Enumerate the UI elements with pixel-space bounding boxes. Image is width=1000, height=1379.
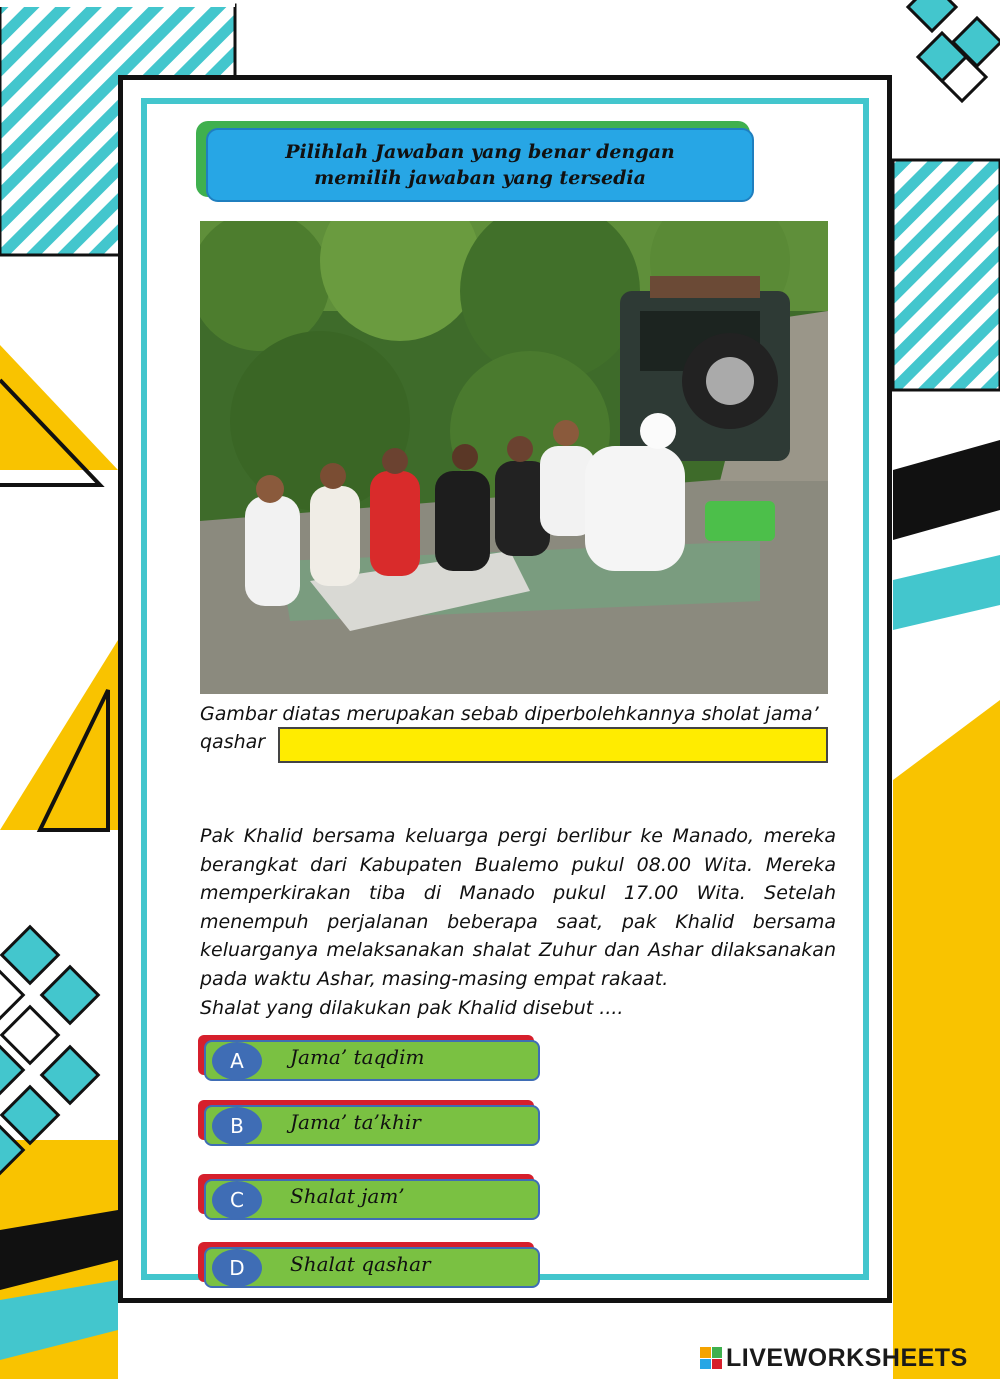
option-a[interactable]	[198, 1035, 542, 1081]
question-2-passage: Pak Khalid bersama keluarga pergi berlibur ke Manado, mereka berangkat dari Kabupaten Bualemo pukul 08.00 Wita. Mereka memperkirakan tiba di Manado pukul 17.00 Wita. Setelah menempuh perjalanan beberapa saat, pak Khalid bersama keluarganya melaksanakan shalat Zuhur dan Ashar dilaksanakan pada waktu Ashar, masing-masing empat rakaat.	[200, 825, 836, 990]
option-a-label: Jama’ taqdim	[290, 1045, 425, 1069]
option-c[interactable]	[198, 1174, 542, 1220]
travel-prayer-photo	[200, 221, 828, 694]
option-b-letter: B	[212, 1107, 262, 1145]
instruction-text: Pilihlah Jawaban yang benar dengan memilih jawaban yang tersedia	[285, 141, 675, 189]
option-d-label: Shalat qashar	[290, 1252, 431, 1276]
option-d-letter: D	[212, 1249, 262, 1287]
option-a-letter: A	[212, 1042, 262, 1080]
option-b[interactable]	[198, 1100, 542, 1146]
option-d[interactable]	[198, 1242, 542, 1288]
brand-name: LIVEWORKSHEETS	[726, 1343, 968, 1372]
question-1-text: Gambar diatas merupakan sebab diperbolehkannya sholat jama’ qashar	[200, 703, 819, 753]
question-2	[200, 822, 836, 1022]
liveworksheets-brand[interactable]	[700, 1344, 968, 1372]
instruction-header	[206, 128, 754, 202]
option-c-letter: C	[212, 1181, 262, 1219]
question-2-prompt: Shalat yang dilakukan pak Khalid disebut ....	[200, 996, 624, 1019]
answer-input[interactable]	[278, 727, 828, 763]
option-c-label: Shalat jam’	[290, 1184, 405, 1208]
liveworksheets-logo-icon	[700, 1347, 722, 1369]
option-b-label: Jama’ ta’khir	[290, 1110, 421, 1134]
